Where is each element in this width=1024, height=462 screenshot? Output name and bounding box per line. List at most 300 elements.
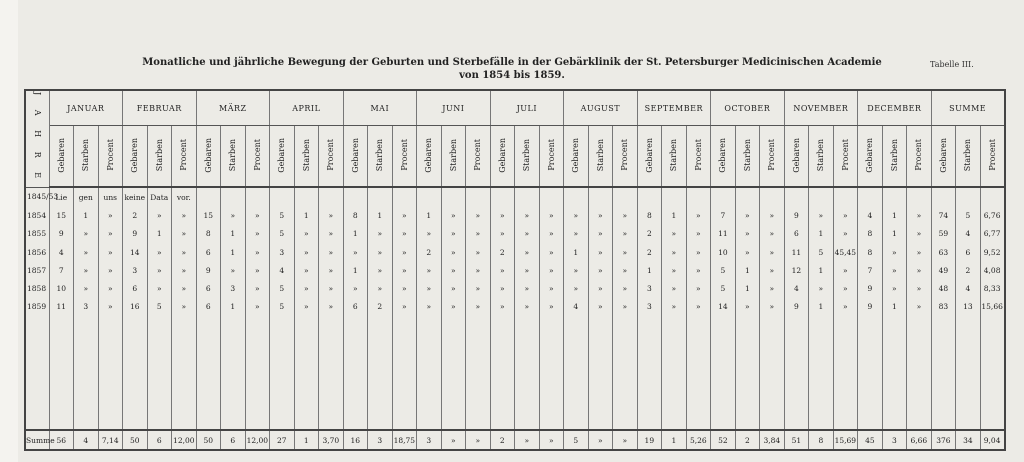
sub-header: Starben: [809, 126, 834, 188]
table-cell: »: [441, 279, 466, 297]
table-cell: 5: [147, 298, 172, 316]
table-cell: 13: [956, 298, 981, 316]
table-cell: »: [441, 261, 466, 279]
table-cell: 15,66: [980, 298, 1005, 316]
table-cell: [368, 187, 393, 206]
table-cell: »: [74, 225, 99, 243]
table-cell: »: [907, 279, 932, 297]
table-cell: [711, 187, 736, 206]
table-cell: 4: [270, 261, 295, 279]
table-cell: [294, 187, 319, 206]
table-cell: 1: [368, 206, 393, 224]
table-cell: »: [98, 225, 123, 243]
table-cell: »: [245, 279, 270, 297]
table-cell: 6: [123, 279, 148, 297]
table-cell: »: [368, 261, 393, 279]
year-cell: 1857: [25, 261, 49, 279]
sub-header: Starben: [368, 126, 393, 188]
table-cell: 12: [784, 261, 809, 279]
table-cell: »: [613, 243, 638, 261]
sub-header: Gebaren: [564, 126, 589, 188]
summe-cell: 12,00: [172, 430, 197, 450]
table-cell: »: [98, 261, 123, 279]
table-cell: »: [515, 206, 540, 224]
table-row: [25, 206, 1005, 224]
sub-header: Procent: [392, 126, 417, 188]
sub-header: Procent: [466, 126, 491, 188]
table-cell: »: [221, 206, 246, 224]
table-cell: »: [147, 261, 172, 279]
table-cell: »: [466, 279, 491, 297]
year-cell: 1858: [25, 279, 49, 297]
table-cell: »: [564, 261, 589, 279]
table-cell: »: [735, 298, 760, 316]
table-cell: »: [441, 243, 466, 261]
summe-cell: »: [539, 430, 564, 450]
table-cell: 9,52: [980, 243, 1005, 261]
table-cell: »: [686, 298, 711, 316]
table-cell: »: [613, 206, 638, 224]
table-cell: »: [564, 225, 589, 243]
month-header: JUNI: [417, 90, 491, 126]
table-cell: »: [441, 225, 466, 243]
table-cell: [319, 187, 344, 206]
summe-cell: 9,04: [980, 430, 1005, 450]
table-cell: 2: [637, 243, 662, 261]
table-cell: »: [539, 298, 564, 316]
table-cell: [539, 187, 564, 206]
summe-cell: 51: [784, 430, 809, 450]
summe-cell: 50: [196, 430, 221, 450]
table-cell: »: [686, 206, 711, 224]
summe-cell: 27: [270, 430, 295, 450]
month-header: NOVEMBER: [784, 90, 858, 126]
table-cell: [784, 187, 809, 206]
table-cell: 5: [711, 279, 736, 297]
table-cell: 6: [196, 298, 221, 316]
table-cell: »: [392, 279, 417, 297]
summe-cell: 4: [74, 430, 99, 450]
table-cell: »: [760, 225, 785, 243]
table-cell: [956, 187, 981, 206]
table-cell: »: [490, 261, 515, 279]
table-cell: 3: [637, 298, 662, 316]
summe-cell: 18,75: [392, 430, 417, 450]
summe-cell: »: [466, 430, 491, 450]
table-cell: »: [245, 243, 270, 261]
table-cell: 9: [49, 225, 74, 243]
summe-cell: »: [441, 430, 466, 450]
sub-header: Starben: [294, 126, 319, 188]
table-cell: »: [172, 225, 197, 243]
sub-header: Procent: [319, 126, 344, 188]
summe-cell: 2: [490, 430, 515, 450]
table-cell: [662, 187, 687, 206]
sub-header: Gebaren: [858, 126, 883, 188]
table-row: [25, 225, 1005, 243]
table-cell: [613, 187, 638, 206]
table-cell: »: [515, 279, 540, 297]
summe-cell: »: [588, 430, 613, 450]
table-cell: »: [564, 279, 589, 297]
table-cell: 1: [809, 261, 834, 279]
summe-cell: 3: [882, 430, 907, 450]
summe-cell: 34: [956, 430, 981, 450]
table-cell: 7: [711, 206, 736, 224]
table-cell: »: [441, 206, 466, 224]
table-cell: [270, 187, 295, 206]
month-header: AUGUST: [564, 90, 638, 126]
table-row: [25, 187, 1005, 206]
subheader-row: [25, 126, 1005, 188]
table-cell: 4,08: [980, 261, 1005, 279]
table-cell: 3: [270, 243, 295, 261]
table-cell: »: [147, 279, 172, 297]
table-cell: 3: [74, 298, 99, 316]
table-cell: »: [735, 206, 760, 224]
table-cell: [760, 187, 785, 206]
table-cell: [907, 187, 932, 206]
table-cell: 11: [49, 298, 74, 316]
sub-header: Gebaren: [931, 126, 956, 188]
sub-header: Starben: [588, 126, 613, 188]
summe-cell: 50: [123, 430, 148, 450]
table-cell: [490, 187, 515, 206]
sub-header: Starben: [441, 126, 466, 188]
document-title: Monatliche und jährliche Bewegung der Geburten und Sterbefälle in der Gebärklinik der St. Petersburger Medicinischen Academie: [142, 57, 882, 68]
summe-cell: 2: [735, 430, 760, 450]
table-cell: »: [466, 243, 491, 261]
sub-header: Starben: [882, 126, 907, 188]
table-cell: 9: [784, 206, 809, 224]
year-cell: 1859: [25, 298, 49, 316]
summe-cell: 8: [809, 430, 834, 450]
summe-cell: 15,69: [833, 430, 858, 450]
table-cell: 2: [123, 206, 148, 224]
table-cell: 5: [270, 206, 295, 224]
table-cell: [980, 187, 1005, 206]
table-cell: 14: [711, 298, 736, 316]
table-cell: »: [588, 279, 613, 297]
table-cell: [245, 187, 270, 206]
summe-row: [25, 430, 1005, 450]
table-cell: »: [172, 279, 197, 297]
table-cell: »: [417, 298, 442, 316]
table-cell: »: [539, 225, 564, 243]
table-cell: 7: [858, 261, 883, 279]
table-cell: gen: [74, 187, 99, 206]
table-cell: [809, 187, 834, 206]
summe-cell: 1: [662, 430, 687, 450]
table-cell: »: [686, 261, 711, 279]
table-cell: »: [245, 261, 270, 279]
table-cell: »: [588, 298, 613, 316]
table-cell: 45,45: [833, 243, 858, 261]
table-cell: »: [907, 206, 932, 224]
year-cell: 1856: [25, 243, 49, 261]
table-cell: 9: [858, 298, 883, 316]
table-cell: 3: [123, 261, 148, 279]
table-cell: [686, 187, 711, 206]
table-cell: 6: [196, 279, 221, 297]
table-cell: »: [760, 279, 785, 297]
table-cell: 14: [123, 243, 148, 261]
table-cell: 1: [809, 225, 834, 243]
table-row: [25, 261, 1005, 279]
sub-header: Procent: [245, 126, 270, 188]
table-cell: »: [662, 243, 687, 261]
table-cell: 9: [858, 279, 883, 297]
table-cell: [564, 187, 589, 206]
table-cell: »: [245, 298, 270, 316]
summe-cell: 1: [294, 430, 319, 450]
table-cell: 11: [784, 243, 809, 261]
summe-cell: 3: [368, 430, 393, 450]
sub-header: Starben: [956, 126, 981, 188]
month-header: SUMME: [931, 90, 1005, 126]
sub-header: Procent: [760, 126, 785, 188]
table-cell: »: [245, 206, 270, 224]
sub-header: Starben: [147, 126, 172, 188]
summe-cell: 6,66: [907, 430, 932, 450]
summe-cell: 19: [637, 430, 662, 450]
table-cell: »: [172, 243, 197, 261]
table-cell: »: [809, 279, 834, 297]
table-cell: »: [613, 298, 638, 316]
sub-header: Gebaren: [49, 126, 74, 188]
sub-header: Procent: [98, 126, 123, 188]
table-cell: 16: [123, 298, 148, 316]
sub-header: Starben: [74, 126, 99, 188]
table-cell: 1: [564, 243, 589, 261]
sub-header: Procent: [172, 126, 197, 188]
table-cell: 1: [662, 206, 687, 224]
table-cell: »: [515, 298, 540, 316]
month-header: JANUAR: [49, 90, 123, 126]
table-cell: [441, 187, 466, 206]
table-cell: »: [466, 298, 491, 316]
table-cell: »: [833, 225, 858, 243]
table-cell: [735, 187, 760, 206]
table-cell: »: [319, 206, 344, 224]
sub-header: Starben: [515, 126, 540, 188]
table-cell: »: [319, 261, 344, 279]
table-cell: »: [221, 261, 246, 279]
table-cell: [882, 187, 907, 206]
table-cell: »: [662, 298, 687, 316]
table-cell: Lie: [49, 187, 74, 206]
summe-cell: 5,26: [686, 430, 711, 450]
table-cell: »: [882, 243, 907, 261]
sub-header: Gebaren: [637, 126, 662, 188]
table-cell: 4: [564, 298, 589, 316]
table-cell: »: [74, 279, 99, 297]
summe-cell: »: [613, 430, 638, 450]
sub-header: Procent: [539, 126, 564, 188]
table-cell: »: [760, 206, 785, 224]
month-header: MÄRZ: [196, 90, 270, 126]
table-cell: 11: [711, 225, 736, 243]
table-cell: 1: [221, 298, 246, 316]
table-cell: [221, 187, 246, 206]
month-header: APRIL: [270, 90, 344, 126]
table-cell: »: [490, 279, 515, 297]
table-cell: »: [294, 225, 319, 243]
table-cell: [343, 187, 368, 206]
table-cell: »: [735, 225, 760, 243]
table-cell: »: [564, 206, 589, 224]
table-cell: 6: [343, 298, 368, 316]
summe-cell: 16: [343, 430, 368, 450]
table-cell: »: [343, 279, 368, 297]
table-cell: 1: [221, 225, 246, 243]
year-cell: 1854: [25, 206, 49, 224]
table-cell: keine: [123, 187, 148, 206]
table-cell: »: [490, 298, 515, 316]
table-cell: »: [392, 298, 417, 316]
table-cell: 10: [711, 243, 736, 261]
table-cell: 4: [784, 279, 809, 297]
summe-cell: 56: [49, 430, 74, 450]
table-row: [25, 298, 1005, 316]
table-cell: 1: [735, 279, 760, 297]
table-cell: »: [368, 279, 393, 297]
sub-header: Starben: [735, 126, 760, 188]
table-cell: »: [98, 279, 123, 297]
table-cell: »: [662, 261, 687, 279]
sub-header: Gebaren: [343, 126, 368, 188]
table-cell: »: [613, 225, 638, 243]
table-cell: 15: [196, 206, 221, 224]
table-cell: [392, 187, 417, 206]
table-cell: »: [588, 243, 613, 261]
table-cell: 1: [221, 243, 246, 261]
table-cell: »: [539, 261, 564, 279]
table-cell: 2: [368, 298, 393, 316]
table-cell: 4: [956, 279, 981, 297]
table-cell: 8: [858, 243, 883, 261]
table-cell: 4: [956, 225, 981, 243]
table-cell: »: [539, 279, 564, 297]
table-cell: »: [147, 243, 172, 261]
table-cell: [196, 187, 221, 206]
table-cell: 1: [882, 206, 907, 224]
table-cell: »: [392, 225, 417, 243]
table-cell: 2: [956, 261, 981, 279]
table-cell: 9: [196, 261, 221, 279]
table-cell: »: [441, 298, 466, 316]
sub-header: Gebaren: [784, 126, 809, 188]
table-cell: 74: [931, 206, 956, 224]
table-cell: »: [539, 206, 564, 224]
table-cell: vor.: [172, 187, 197, 206]
sub-header: Starben: [662, 126, 687, 188]
table-cell: »: [833, 279, 858, 297]
table-cell: »: [907, 298, 932, 316]
summe-cell: 7,14: [98, 430, 123, 450]
table-cell: 8,33: [980, 279, 1005, 297]
table-cell: 8: [343, 206, 368, 224]
table-cell: »: [515, 261, 540, 279]
table-cell: »: [417, 225, 442, 243]
table-cell: »: [515, 225, 540, 243]
table-cell: »: [147, 206, 172, 224]
table-cell: »: [392, 261, 417, 279]
table-cell: 2: [637, 225, 662, 243]
table-cell: »: [907, 261, 932, 279]
sub-header: Gebaren: [490, 126, 515, 188]
table-cell: 7: [49, 261, 74, 279]
summe-cell: 3: [417, 430, 442, 450]
table-cell: [588, 187, 613, 206]
table-cell: 48: [931, 279, 956, 297]
table-cell: 5: [956, 206, 981, 224]
table-cell: 5: [270, 279, 295, 297]
table-cell: uns: [98, 187, 123, 206]
table-cell: »: [98, 298, 123, 316]
table-row: [25, 243, 1005, 261]
table-cell: »: [417, 279, 442, 297]
table-label: Tabelle III.: [930, 60, 974, 69]
table-cell: »: [760, 261, 785, 279]
table-cell: [637, 187, 662, 206]
table-cell: 1: [343, 225, 368, 243]
table-cell: 4: [858, 206, 883, 224]
sub-header: Starben: [221, 126, 246, 188]
table-cell: »: [319, 225, 344, 243]
table-cell: »: [882, 261, 907, 279]
table-cell: »: [490, 206, 515, 224]
table-cell: »: [172, 206, 197, 224]
table-cell: »: [760, 298, 785, 316]
table-cell: 1: [637, 261, 662, 279]
table-cell: 5: [711, 261, 736, 279]
table-cell: 1: [147, 225, 172, 243]
table-cell: »: [392, 243, 417, 261]
table-cell: »: [686, 279, 711, 297]
sub-header: Procent: [907, 126, 932, 188]
table-cell: [417, 187, 442, 206]
month-header: FEBRUAR: [123, 90, 197, 126]
month-header: MAI: [343, 90, 417, 126]
table-cell: »: [539, 243, 564, 261]
table-cell: [858, 187, 883, 206]
month-header: SEPTEMBER: [637, 90, 711, 126]
table-cell: 5: [270, 298, 295, 316]
table-row: [25, 279, 1005, 297]
year-cell: 1845/53: [25, 187, 49, 206]
summe-cell: 5: [564, 430, 589, 450]
sub-header: Gebaren: [123, 126, 148, 188]
table-cell: »: [907, 225, 932, 243]
table-cell: »: [833, 298, 858, 316]
table-cell: »: [74, 261, 99, 279]
table-cell: »: [515, 243, 540, 261]
sub-header: Procent: [613, 126, 638, 188]
summe-cell: 376: [931, 430, 956, 450]
table-cell: 63: [931, 243, 956, 261]
table-cell: »: [98, 206, 123, 224]
table-cell: »: [490, 225, 515, 243]
table-cell: 2: [490, 243, 515, 261]
table-cell: »: [172, 298, 197, 316]
sub-header: Gebaren: [196, 126, 221, 188]
table-cell: »: [319, 243, 344, 261]
summe-cell: 52: [711, 430, 736, 450]
table-cell: Data: [147, 187, 172, 206]
table-cell: »: [613, 279, 638, 297]
table-cell: »: [368, 243, 393, 261]
